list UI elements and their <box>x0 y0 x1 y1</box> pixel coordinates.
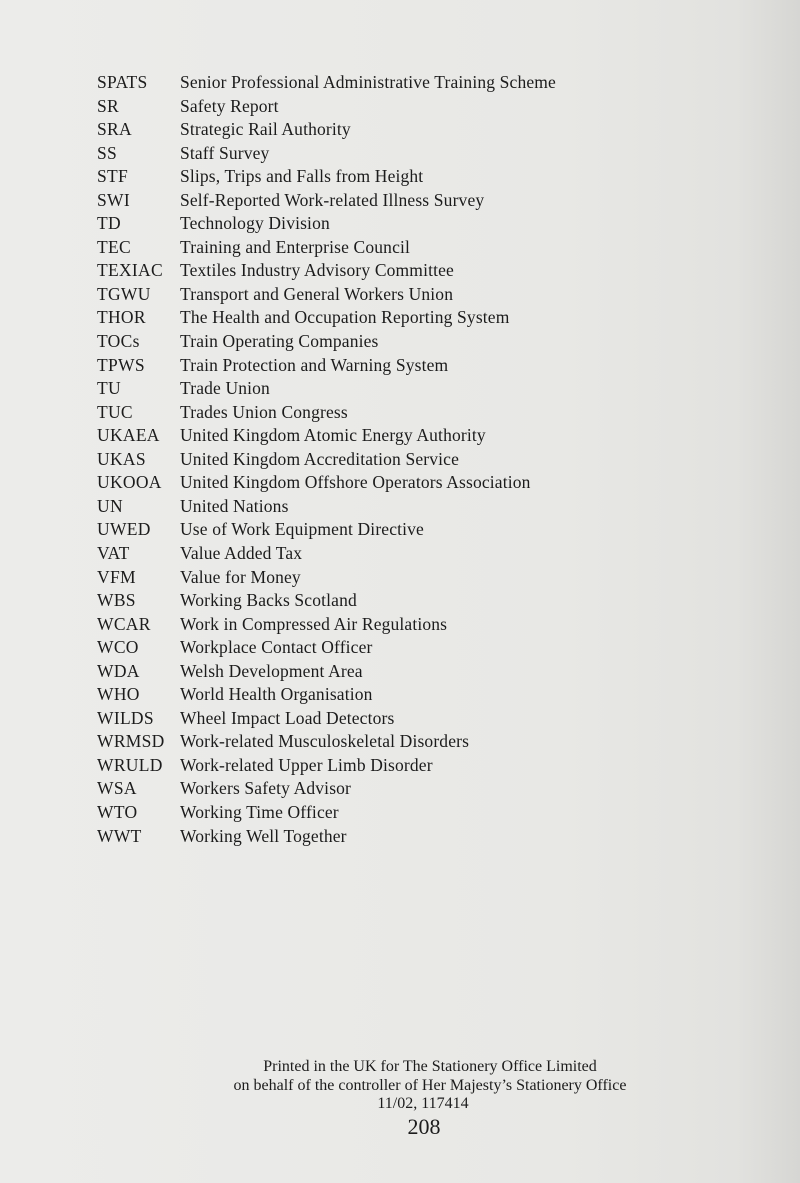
glossary-definition: Trade Union <box>180 378 270 399</box>
glossary-definition: Slips, Trips and Falls from Height <box>180 166 424 187</box>
page-number: 208 <box>407 1114 441 1139</box>
glossary-abbreviation: UWED <box>97 519 151 540</box>
glossary-entry <box>97 377 777 401</box>
glossary-entry <box>97 189 777 213</box>
glossary-entry <box>97 754 777 778</box>
glossary-entry <box>97 165 777 189</box>
glossary-entry <box>97 236 777 260</box>
glossary-abbreviation: WSA <box>97 778 137 799</box>
glossary-definition: Senior Professional Administrative Training Scheme <box>180 72 556 93</box>
glossary-entry <box>97 730 777 754</box>
glossary-definition: United Kingdom Atomic Energy Authority <box>180 425 486 446</box>
glossary-entry <box>97 518 777 542</box>
glossary-entry <box>97 118 777 142</box>
glossary-definition: Work-related Upper Limb Disorder <box>180 754 433 775</box>
glossary-abbreviation: WRULD <box>97 754 163 775</box>
glossary-abbreviation: TOCs <box>97 331 140 352</box>
glossary-definition: Trades Union Congress <box>180 401 348 422</box>
glossary-abbreviation: SRA <box>97 119 132 140</box>
printer-colophon <box>0 1058 800 1114</box>
glossary-abbreviation: VAT <box>97 542 130 563</box>
glossary-entry <box>97 542 777 566</box>
glossary-definition: Self-Reported Work-related Illness Survey <box>180 189 485 210</box>
glossary-abbreviation: TEXIAC <box>97 260 163 281</box>
glossary-entry <box>97 589 777 613</box>
glossary-definition: Wheel Impact Load Detectors <box>180 707 395 728</box>
glossary-abbreviation: SS <box>97 142 118 163</box>
glossary-definition: Workplace Contact Officer <box>180 637 373 658</box>
glossary-abbreviation: WBS <box>97 590 136 611</box>
glossary-abbreviation: WWT <box>97 825 142 846</box>
glossary-entry <box>97 354 777 378</box>
glossary-definition: Working Backs Scotland <box>180 590 357 611</box>
glossary-abbreviation: TGWU <box>97 283 151 304</box>
glossary-abbreviation: TU <box>97 378 121 399</box>
glossary-abbreviation: STF <box>97 166 129 187</box>
glossary-abbreviation: WTO <box>97 801 138 822</box>
glossary-definition: Train Operating Companies <box>180 331 379 352</box>
glossary-abbreviation: UKAEA <box>97 425 160 446</box>
glossary-abbreviation: TPWS <box>97 354 145 375</box>
glossary-entry <box>97 448 777 472</box>
glossary-definition: United Nations <box>180 495 289 516</box>
glossary-definition: Working Well Together <box>180 825 347 846</box>
glossary-definition: Textiles Industry Advisory Committee <box>180 260 454 281</box>
glossary-entry <box>97 707 777 731</box>
glossary-entry <box>97 825 777 849</box>
glossary-entry <box>97 71 777 95</box>
glossary-abbreviation: TD <box>97 213 121 234</box>
glossary-abbreviation: WILDS <box>97 707 154 728</box>
glossary-definition: Staff Survey <box>180 142 270 163</box>
glossary-entry <box>97 565 777 589</box>
glossary-entry <box>97 777 777 801</box>
glossary-entry <box>97 683 777 707</box>
glossary-definition: World Health Organisation <box>180 684 373 705</box>
glossary-definition: The Health and Occupation Reporting System <box>180 307 510 328</box>
glossary-definition: Strategic Rail Authority <box>180 119 351 140</box>
glossary-entry <box>97 660 777 684</box>
glossary-definition: Use of Work Equipment Directive <box>180 519 424 540</box>
glossary-entry <box>97 801 777 825</box>
glossary-definition: Work-related Musculoskeletal Disorders <box>180 731 470 752</box>
colophon-code-line: 11/02, 117414 <box>377 1095 469 1112</box>
glossary-definition: Value for Money <box>180 566 301 587</box>
glossary-definition: Train Protection and Warning System <box>180 354 449 375</box>
glossary-entry <box>97 259 777 283</box>
glossary-definition: Value Added Tax <box>180 542 303 563</box>
glossary-abbreviation: THOR <box>97 307 146 328</box>
glossary-definition: Working Time Officer <box>180 801 339 822</box>
glossary-entry <box>97 306 777 330</box>
glossary-entry <box>97 212 777 236</box>
glossary-entry <box>97 283 777 307</box>
glossary-abbreviation: SWI <box>97 189 130 210</box>
glossary-abbreviation: WCAR <box>97 613 151 634</box>
glossary-abbreviation: TUC <box>97 401 133 422</box>
colophon-behalf-line: on behalf of the controller of Her Majesty’s Stationery Office <box>233 1076 627 1094</box>
glossary-entry <box>97 613 777 637</box>
glossary-abbreviation: WCO <box>97 637 139 658</box>
glossary-entry <box>97 495 777 519</box>
glossary-abbreviation: UKOOA <box>97 472 162 493</box>
glossary-definition: Safety Report <box>180 95 279 116</box>
glossary-entry <box>97 330 777 354</box>
glossary-abbreviation: WDA <box>97 660 140 681</box>
glossary-abbreviation: TEC <box>97 236 131 257</box>
glossary-definition: Transport and General Workers Union <box>180 283 454 304</box>
glossary-abbreviation: WHO <box>97 684 140 705</box>
glossary-abbreviation: WRMSD <box>97 731 165 752</box>
glossary-entry <box>97 401 777 425</box>
glossary-definition: Training and Enterprise Council <box>180 236 411 257</box>
colophon-printer-line: Printed in the UK for The Stationery Office Limited <box>263 1058 597 1075</box>
glossary-abbreviation: SR <box>97 95 120 116</box>
glossary-entry <box>97 471 777 495</box>
glossary-entry <box>97 142 777 166</box>
glossary-abbreviation: UN <box>97 495 123 516</box>
glossary-definition: Technology Division <box>180 213 330 234</box>
glossary-abbreviation: VFM <box>97 566 136 587</box>
glossary-entry <box>97 95 777 119</box>
glossary-abbreviation: UKAS <box>97 448 146 469</box>
glossary-entry <box>97 636 777 660</box>
glossary-entry <box>97 424 777 448</box>
abbreviations-glossary <box>97 71 777 848</box>
glossary-definition: Work in Compressed Air Regulations <box>180 613 448 634</box>
glossary-definition: United Kingdom Accreditation Service <box>180 448 460 469</box>
glossary-definition: Welsh Development Area <box>180 660 363 681</box>
glossary-definition: Workers Safety Advisor <box>180 778 352 799</box>
glossary-abbreviation: SPATS <box>97 72 148 93</box>
glossary-definition: United Kingdom Offshore Operators Association <box>180 472 531 493</box>
